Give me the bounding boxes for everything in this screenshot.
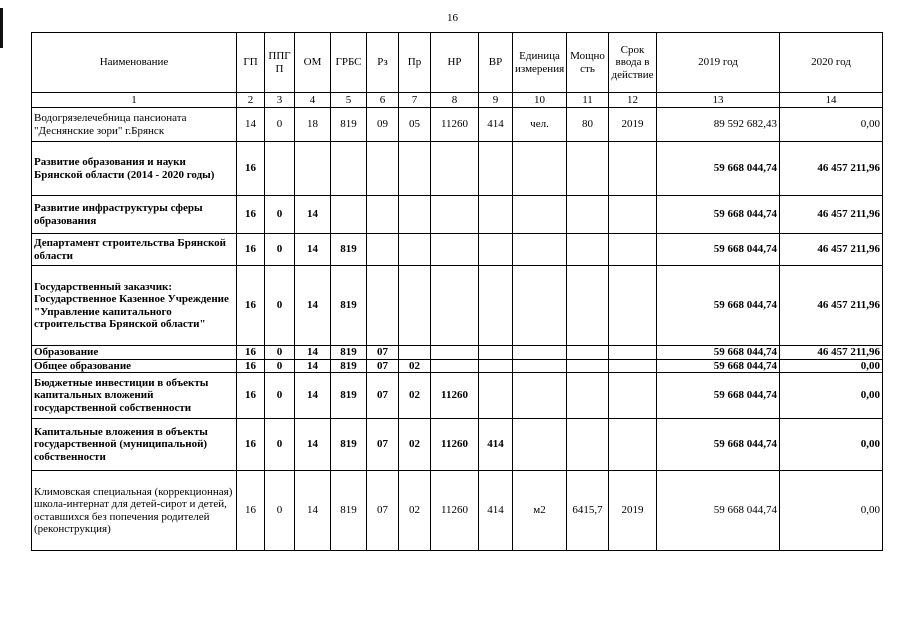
table-cell: 0,00 — [780, 359, 883, 373]
table-cell: 0,00 — [780, 108, 883, 142]
table-cell: 16 — [237, 471, 265, 551]
column-number: 12 — [609, 93, 657, 108]
header-cell: 2019 год — [657, 33, 780, 93]
header-cell: НР — [431, 33, 479, 93]
table-cell: 14 — [295, 359, 331, 373]
row-name-cell: Департамент строительства Брянской области — [32, 234, 237, 266]
table-cell — [479, 142, 513, 196]
header-cell: ГРБС — [331, 33, 367, 93]
table-cell: 07 — [367, 346, 399, 360]
table-cell: 02 — [399, 359, 431, 373]
table-row — [32, 234, 883, 266]
header-cell: Рз — [367, 33, 399, 93]
table-cell — [399, 196, 431, 234]
table-cell — [367, 234, 399, 266]
table-cell: 18 — [295, 108, 331, 142]
row-name-cell: Бюджетные инвестиции в объекты капитальных вложений государственной собственности — [32, 373, 237, 419]
table-cell: 0 — [265, 419, 295, 471]
table-cell — [513, 266, 567, 346]
table-cell: 59 668 044,74 — [657, 196, 780, 234]
table-row — [32, 266, 883, 346]
table-cell: 14 — [295, 419, 331, 471]
table-cell — [609, 266, 657, 346]
table-cell — [609, 142, 657, 196]
table-cell: 16 — [237, 373, 265, 419]
table-cell: 07 — [367, 419, 399, 471]
table-cell: 0 — [265, 108, 295, 142]
table-cell — [295, 142, 331, 196]
table-cell — [479, 346, 513, 360]
column-number: 3 — [265, 93, 295, 108]
table-cell: 16 — [237, 419, 265, 471]
table-cell — [431, 196, 479, 234]
table-cell: 89 592 682,43 — [657, 108, 780, 142]
table-cell: 16 — [237, 346, 265, 360]
table-cell: 0 — [265, 266, 295, 346]
table-row — [32, 373, 883, 419]
table-cell — [399, 346, 431, 360]
table-cell — [399, 234, 431, 266]
table-cell: 59 668 044,74 — [657, 359, 780, 373]
table-cell: 0,00 — [780, 373, 883, 419]
table-row — [32, 346, 883, 360]
header-cell: ППГП — [265, 33, 295, 93]
table-cell: 0 — [265, 346, 295, 360]
table-cell: 14 — [295, 266, 331, 346]
table-cell — [513, 346, 567, 360]
table-cell — [431, 234, 479, 266]
table-cell: 2019 — [609, 471, 657, 551]
budget-table — [31, 32, 883, 551]
table-cell — [431, 359, 479, 373]
table-cell: 07 — [367, 373, 399, 419]
table-cell — [367, 142, 399, 196]
header-cell: ГП — [237, 33, 265, 93]
column-number: 1 — [32, 93, 237, 108]
table-cell — [399, 266, 431, 346]
header-cell: Наименование — [32, 33, 237, 93]
table-cell: 819 — [331, 471, 367, 551]
table-cell — [479, 234, 513, 266]
column-number-row — [32, 93, 883, 108]
table-cell: 2019 — [609, 108, 657, 142]
header-cell: Пр — [399, 33, 431, 93]
table-cell — [479, 196, 513, 234]
table-cell: 59 668 044,74 — [657, 266, 780, 346]
table-cell: 0,00 — [780, 419, 883, 471]
table-cell: 16 — [237, 196, 265, 234]
table-cell — [567, 266, 609, 346]
table-cell — [513, 234, 567, 266]
table-cell: 16 — [237, 234, 265, 266]
table-cell: 14 — [295, 373, 331, 419]
table-cell — [567, 419, 609, 471]
table-cell: 819 — [331, 108, 367, 142]
table-cell — [431, 142, 479, 196]
table-cell — [367, 196, 399, 234]
table-cell: 59 668 044,74 — [657, 471, 780, 551]
column-number: 7 — [399, 93, 431, 108]
table-cell: 414 — [479, 419, 513, 471]
header-row — [32, 33, 883, 93]
column-number: 9 — [479, 93, 513, 108]
table-cell — [479, 266, 513, 346]
table-cell: 0 — [265, 373, 295, 419]
header-cell: 2020 год — [780, 33, 883, 93]
table-cell — [513, 419, 567, 471]
table-row — [32, 142, 883, 196]
column-number: 4 — [295, 93, 331, 108]
table-cell — [479, 359, 513, 373]
header-cell: Единица измерения — [513, 33, 567, 93]
table-cell: 819 — [331, 373, 367, 419]
page-number: 16 — [447, 12, 458, 24]
table-cell: 16 — [237, 142, 265, 196]
table-cell — [567, 234, 609, 266]
table-cell: 16 — [237, 266, 265, 346]
table-cell: 46 457 211,96 — [780, 196, 883, 234]
table-cell: 14 — [295, 234, 331, 266]
table-cell: 819 — [331, 266, 367, 346]
table-cell — [513, 359, 567, 373]
column-number: 6 — [367, 93, 399, 108]
table-cell: 0,00 — [780, 471, 883, 551]
row-name-cell: Развитие инфраструктуры сферы образования — [32, 196, 237, 234]
table-cell: 16 — [237, 359, 265, 373]
table-cell — [567, 346, 609, 360]
row-name-cell: Общее образование — [32, 359, 237, 373]
table-cell — [513, 142, 567, 196]
column-number: 5 — [331, 93, 367, 108]
table-cell: 0 — [265, 471, 295, 551]
row-name-cell: Государственный заказчик: Государственное Казенное Учреждение "Управление капитального строительства Брянской области" — [32, 266, 237, 346]
row-name-cell: Развитие образования и науки Брянской области (2014 - 2020 годы) — [32, 142, 237, 196]
table-cell: м2 — [513, 471, 567, 551]
table-cell: 14 — [295, 196, 331, 234]
table-cell: 05 — [399, 108, 431, 142]
column-number: 8 — [431, 93, 479, 108]
table-cell: 46 457 211,96 — [780, 346, 883, 360]
table-cell — [609, 373, 657, 419]
table-cell — [609, 359, 657, 373]
table-row — [32, 419, 883, 471]
table-cell: 46 457 211,96 — [780, 266, 883, 346]
table-cell: 46 457 211,96 — [780, 234, 883, 266]
header-cell: Мощность — [567, 33, 609, 93]
table-cell — [431, 346, 479, 360]
table-cell: 02 — [399, 373, 431, 419]
column-number: 10 — [513, 93, 567, 108]
table-cell: 02 — [399, 471, 431, 551]
row-name-cell: Климовская специальная (коррекционная) школа-интернат для детей-сирот и детей, оставшихся без попечения родителей (реконструкция) — [32, 471, 237, 551]
table-cell — [265, 142, 295, 196]
table-cell: 11260 — [431, 108, 479, 142]
table-cell: 6415,7 — [567, 471, 609, 551]
header-cell: ОМ — [295, 33, 331, 93]
table-row — [32, 471, 883, 551]
table-cell — [609, 346, 657, 360]
table-row — [32, 196, 883, 234]
table-cell: 59 668 044,74 — [657, 373, 780, 419]
table-cell — [331, 196, 367, 234]
header-cell: Срок ввода в действие — [609, 33, 657, 93]
table-cell — [399, 142, 431, 196]
table-cell: 59 668 044,74 — [657, 419, 780, 471]
table-cell: 0 — [265, 234, 295, 266]
table-cell: 14 — [295, 346, 331, 360]
table-row — [32, 108, 883, 142]
table-cell — [479, 373, 513, 419]
table-cell — [609, 234, 657, 266]
table-cell — [609, 419, 657, 471]
row-name-cell: Капитальные вложения в объекты государственной (муниципальной) собственности — [32, 419, 237, 471]
table-cell: 11260 — [431, 471, 479, 551]
table-cell: 0 — [265, 359, 295, 373]
table-cell: 819 — [331, 234, 367, 266]
table-cell: 819 — [331, 419, 367, 471]
header-cell: ВР — [479, 33, 513, 93]
table-cell: 819 — [331, 359, 367, 373]
row-name-cell: Образование — [32, 346, 237, 360]
table-cell — [567, 373, 609, 419]
table-cell — [367, 266, 399, 346]
table-cell: 414 — [479, 108, 513, 142]
table-cell — [609, 196, 657, 234]
table-cell: 02 — [399, 419, 431, 471]
table-cell — [567, 359, 609, 373]
table-cell: 11260 — [431, 373, 479, 419]
table-cell — [331, 142, 367, 196]
table-cell — [513, 196, 567, 234]
table-cell: 414 — [479, 471, 513, 551]
table-cell: 819 — [331, 346, 367, 360]
table-cell — [567, 196, 609, 234]
table-cell: 07 — [367, 471, 399, 551]
row-name-cell: Водогрязелечебница пансионата "Деснянские зори" г.Брянск — [32, 108, 237, 142]
table-cell: 11260 — [431, 419, 479, 471]
table-cell: 46 457 211,96 — [780, 142, 883, 196]
table-cell: 80 — [567, 108, 609, 142]
table-cell: чел. — [513, 108, 567, 142]
table-cell: 0 — [265, 196, 295, 234]
table-cell: 14 — [237, 108, 265, 142]
table-cell — [431, 266, 479, 346]
table-cell: 59 668 044,74 — [657, 142, 780, 196]
column-number: 14 — [780, 93, 883, 108]
table-cell: 59 668 044,74 — [657, 234, 780, 266]
table-cell: 07 — [367, 359, 399, 373]
column-number: 13 — [657, 93, 780, 108]
table-cell: 09 — [367, 108, 399, 142]
table-cell: 59 668 044,74 — [657, 346, 780, 360]
column-number: 2 — [237, 93, 265, 108]
table-cell — [567, 142, 609, 196]
table-row — [32, 359, 883, 373]
table-cell: 14 — [295, 471, 331, 551]
table-cell — [513, 373, 567, 419]
column-number: 11 — [567, 93, 609, 108]
